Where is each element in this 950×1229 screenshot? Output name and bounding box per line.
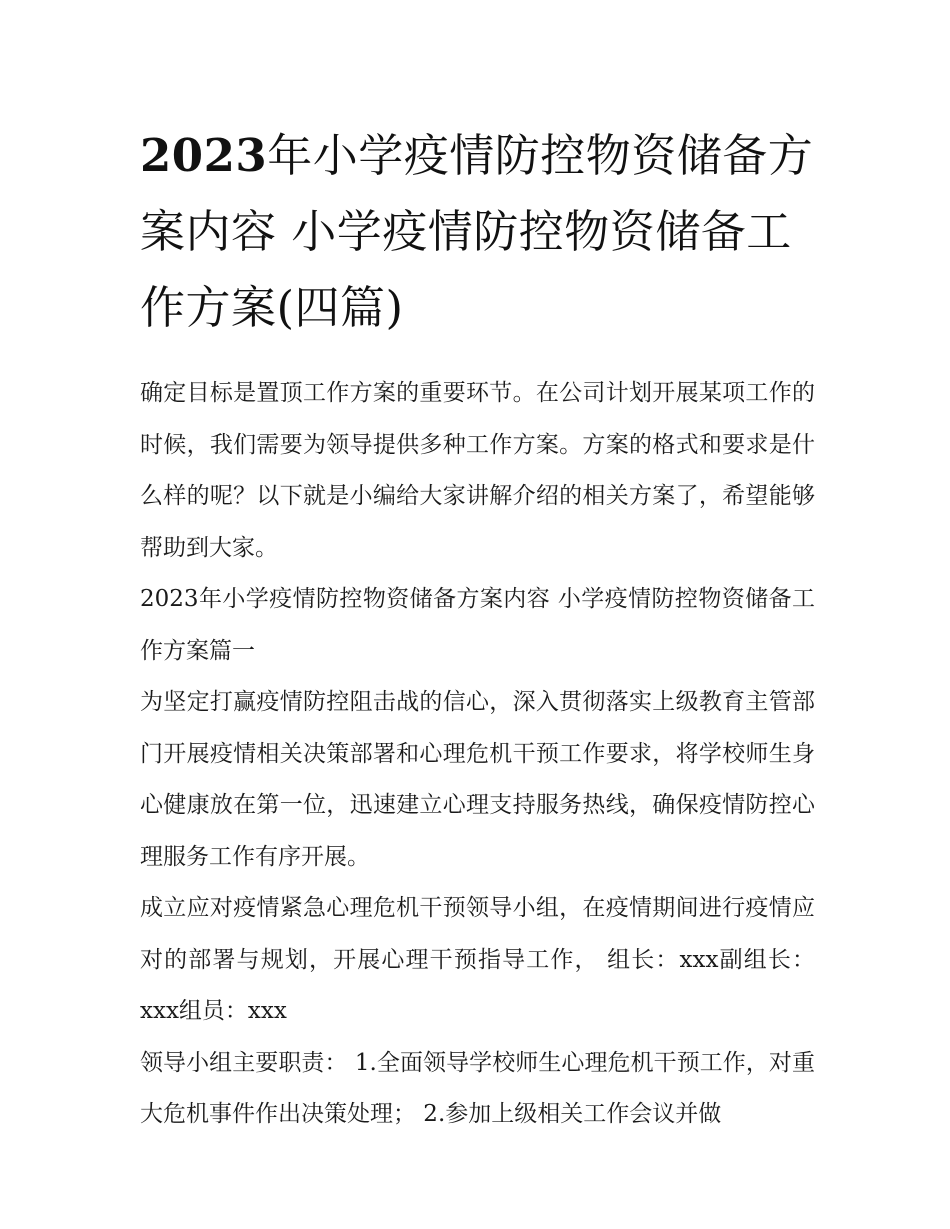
body-paragraph: 领导小组主要职责： 1.全面领导学校师生心理危机干预工作，对重大危机事件作出决策处理； 2.参加上级相关工作会议并做 [140,1049,815,1127]
document-content [140,118,815,1141]
body-paragraph: 为坚定打赢疫情防控阻击战的信心，深入贯彻落实上级教育主管部门开展疫情相关决策部署和心理危机干预工作要求，将学校师生身心健康放在第一位，迅速建立心理支持服务热线，确保疫情防控心理服务工作有序开展。 [140,689,815,870]
body-paragraph: 成立应对疫情紧急心理危机干预领导小组，在疫情期间进行疫情应对的部署与规划，开展心理干预指导工作， 组长：xxx副组长：xxx组员：xxx [140,895,815,1024]
intro-paragraph: 确定目标是置顶工作方案的重要环节。在公司计划开展某项工作的时候，我们需要为领导提供多种工作方案。方案的格式和要求是什么样的呢？以下就是小编给大家讲解介绍的相关方案了，希望能够帮助到大家。 [140,380,815,561]
title-text: 年小学疫情防控物资储备方案内容 小学疫情防控物资储备工作方案(四篇) [140,129,814,334]
document-title [140,118,815,346]
section-heading: 2023年小学疫情防控物资储备方案内容 小学疫情防控物资储备工作方案篇一 [140,586,815,664]
title-year: 2023 [140,129,268,182]
